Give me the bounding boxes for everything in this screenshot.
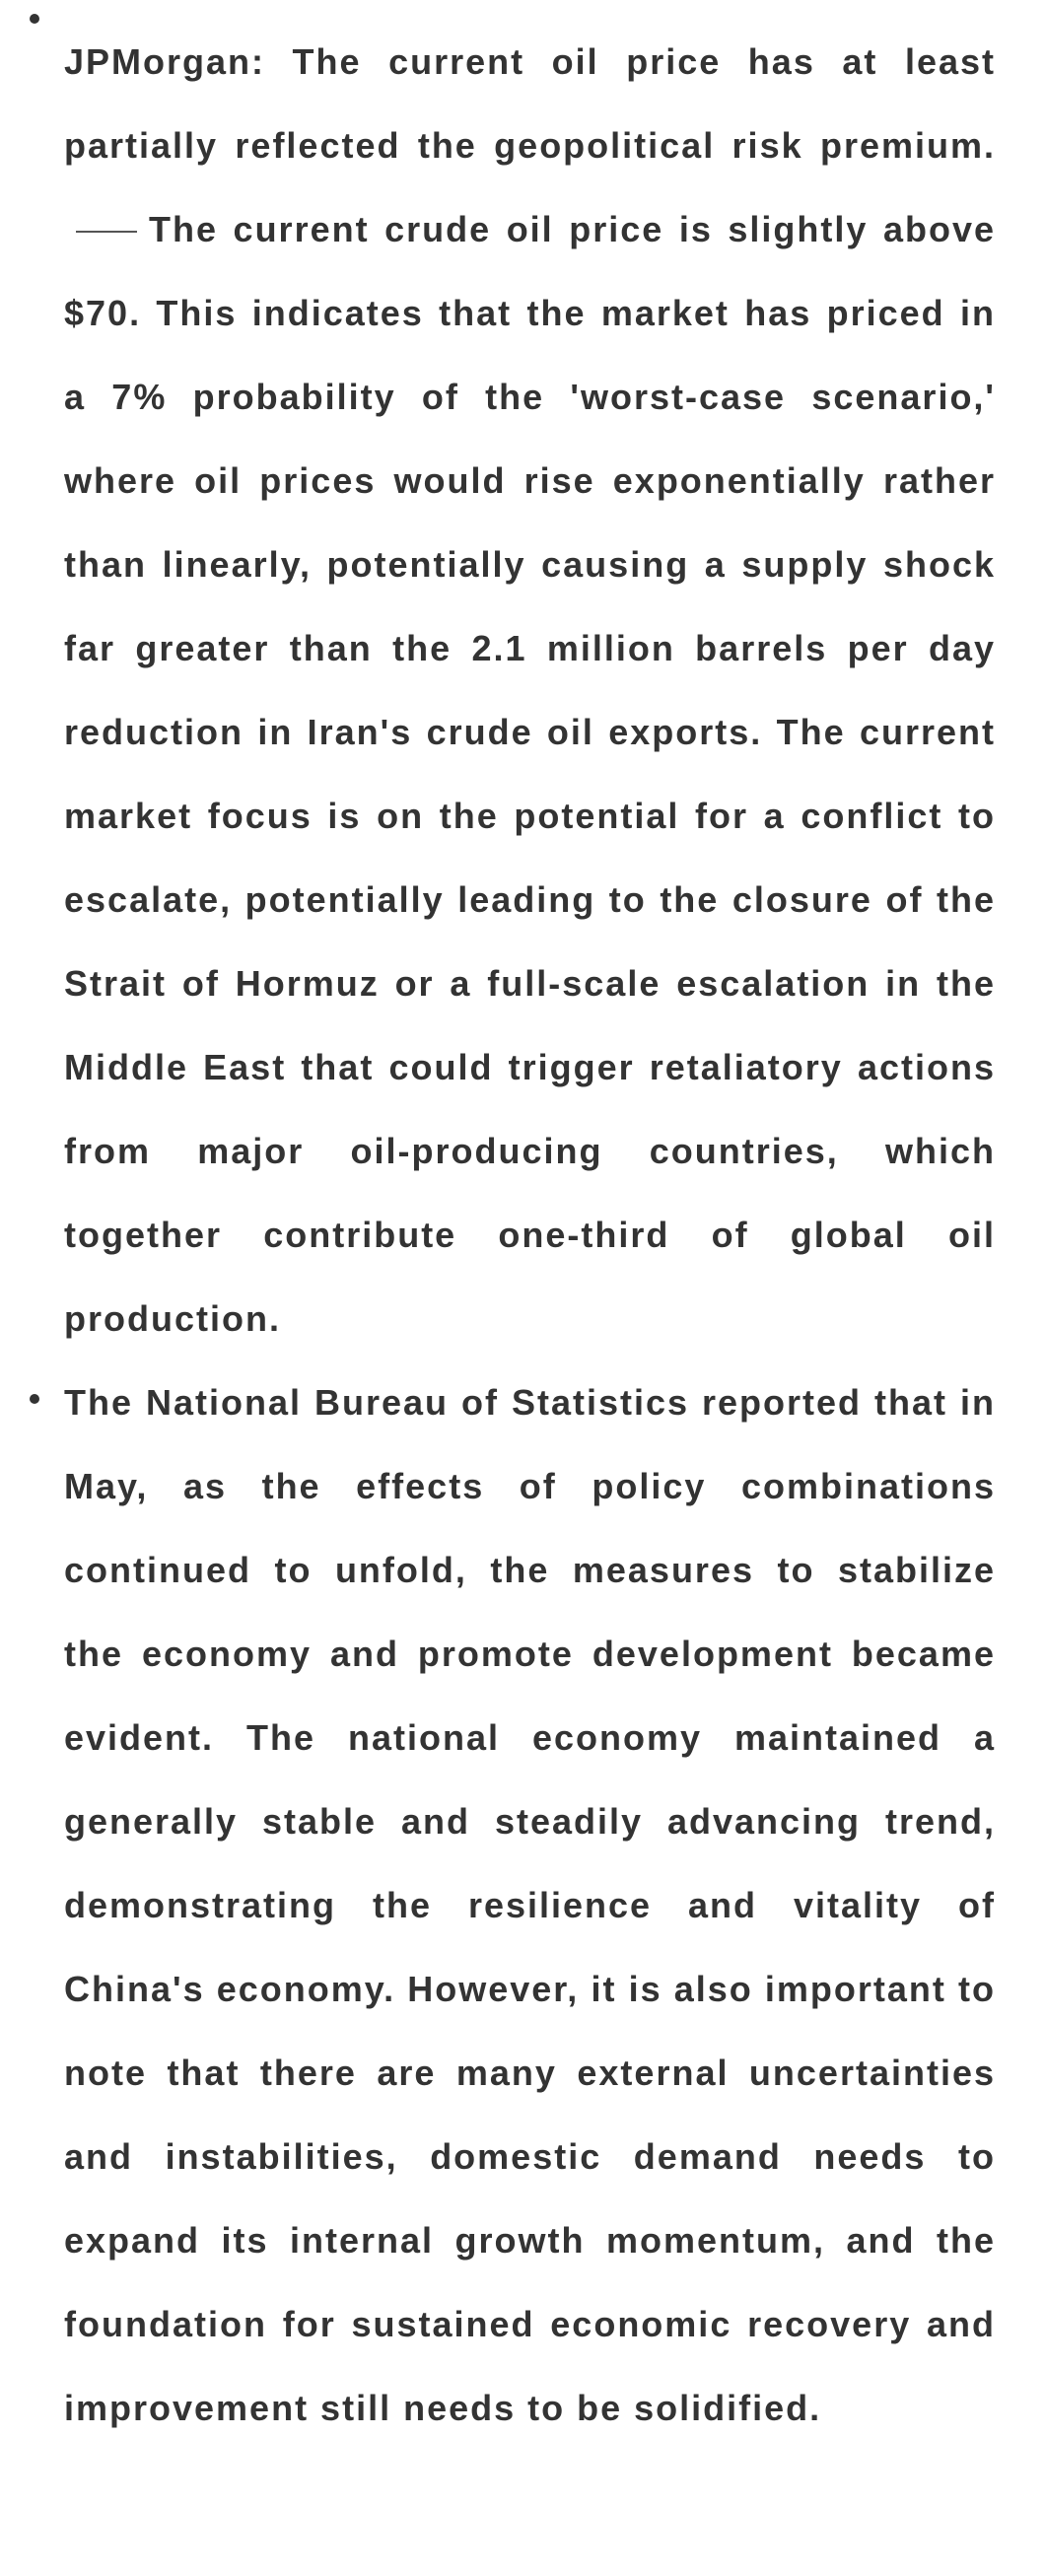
list-item-text [64, 20, 996, 1360]
bullet-dot-icon [30, 14, 39, 24]
list-item-lead: JPMorgan: The current oil price has at least partially reflected the geopolitical risk premium. [64, 41, 996, 166]
list-item-text [64, 1360, 996, 2450]
dash-separator-icon [76, 231, 137, 233]
list-item-nbs [0, 1360, 1045, 2450]
list-item-lead: The National Bureau of Statistics reported that in May, as the effects of policy combinations continued to unfold, the measures to stabilize the economy and promote development became evident. The national economy maintained a generally stable and steadily advancing trend, demonstrating the resilience and vitality of China's economy. However, it is also important to note that there are many external uncertainties and instabilities, domestic demand needs to expand its internal growth momentum, and the foundation for sustained economic recovery and improvement still needs to be solidified. [64, 1382, 996, 2428]
bullet-dot-icon [30, 1394, 39, 1404]
list-item-body: The current crude oil price is slightly above $70. This indicates that the market has priced in a 7% probability of the 'worst-case scenario,' where oil prices would rise exponentially rather than linearly, potentially causing a supply shock far greater than the 2.1 million barrels per day reduction in Iran's crude oil exports. The current market focus is on the potential for a conflict to escalate, potentially leading to the closure of the Strait of Hormuz or a full-scale escalation in the Middle East that could trigger retaliatory actions from major oil-producing countries, which together contribute one-third of global oil production. [64, 209, 996, 1339]
